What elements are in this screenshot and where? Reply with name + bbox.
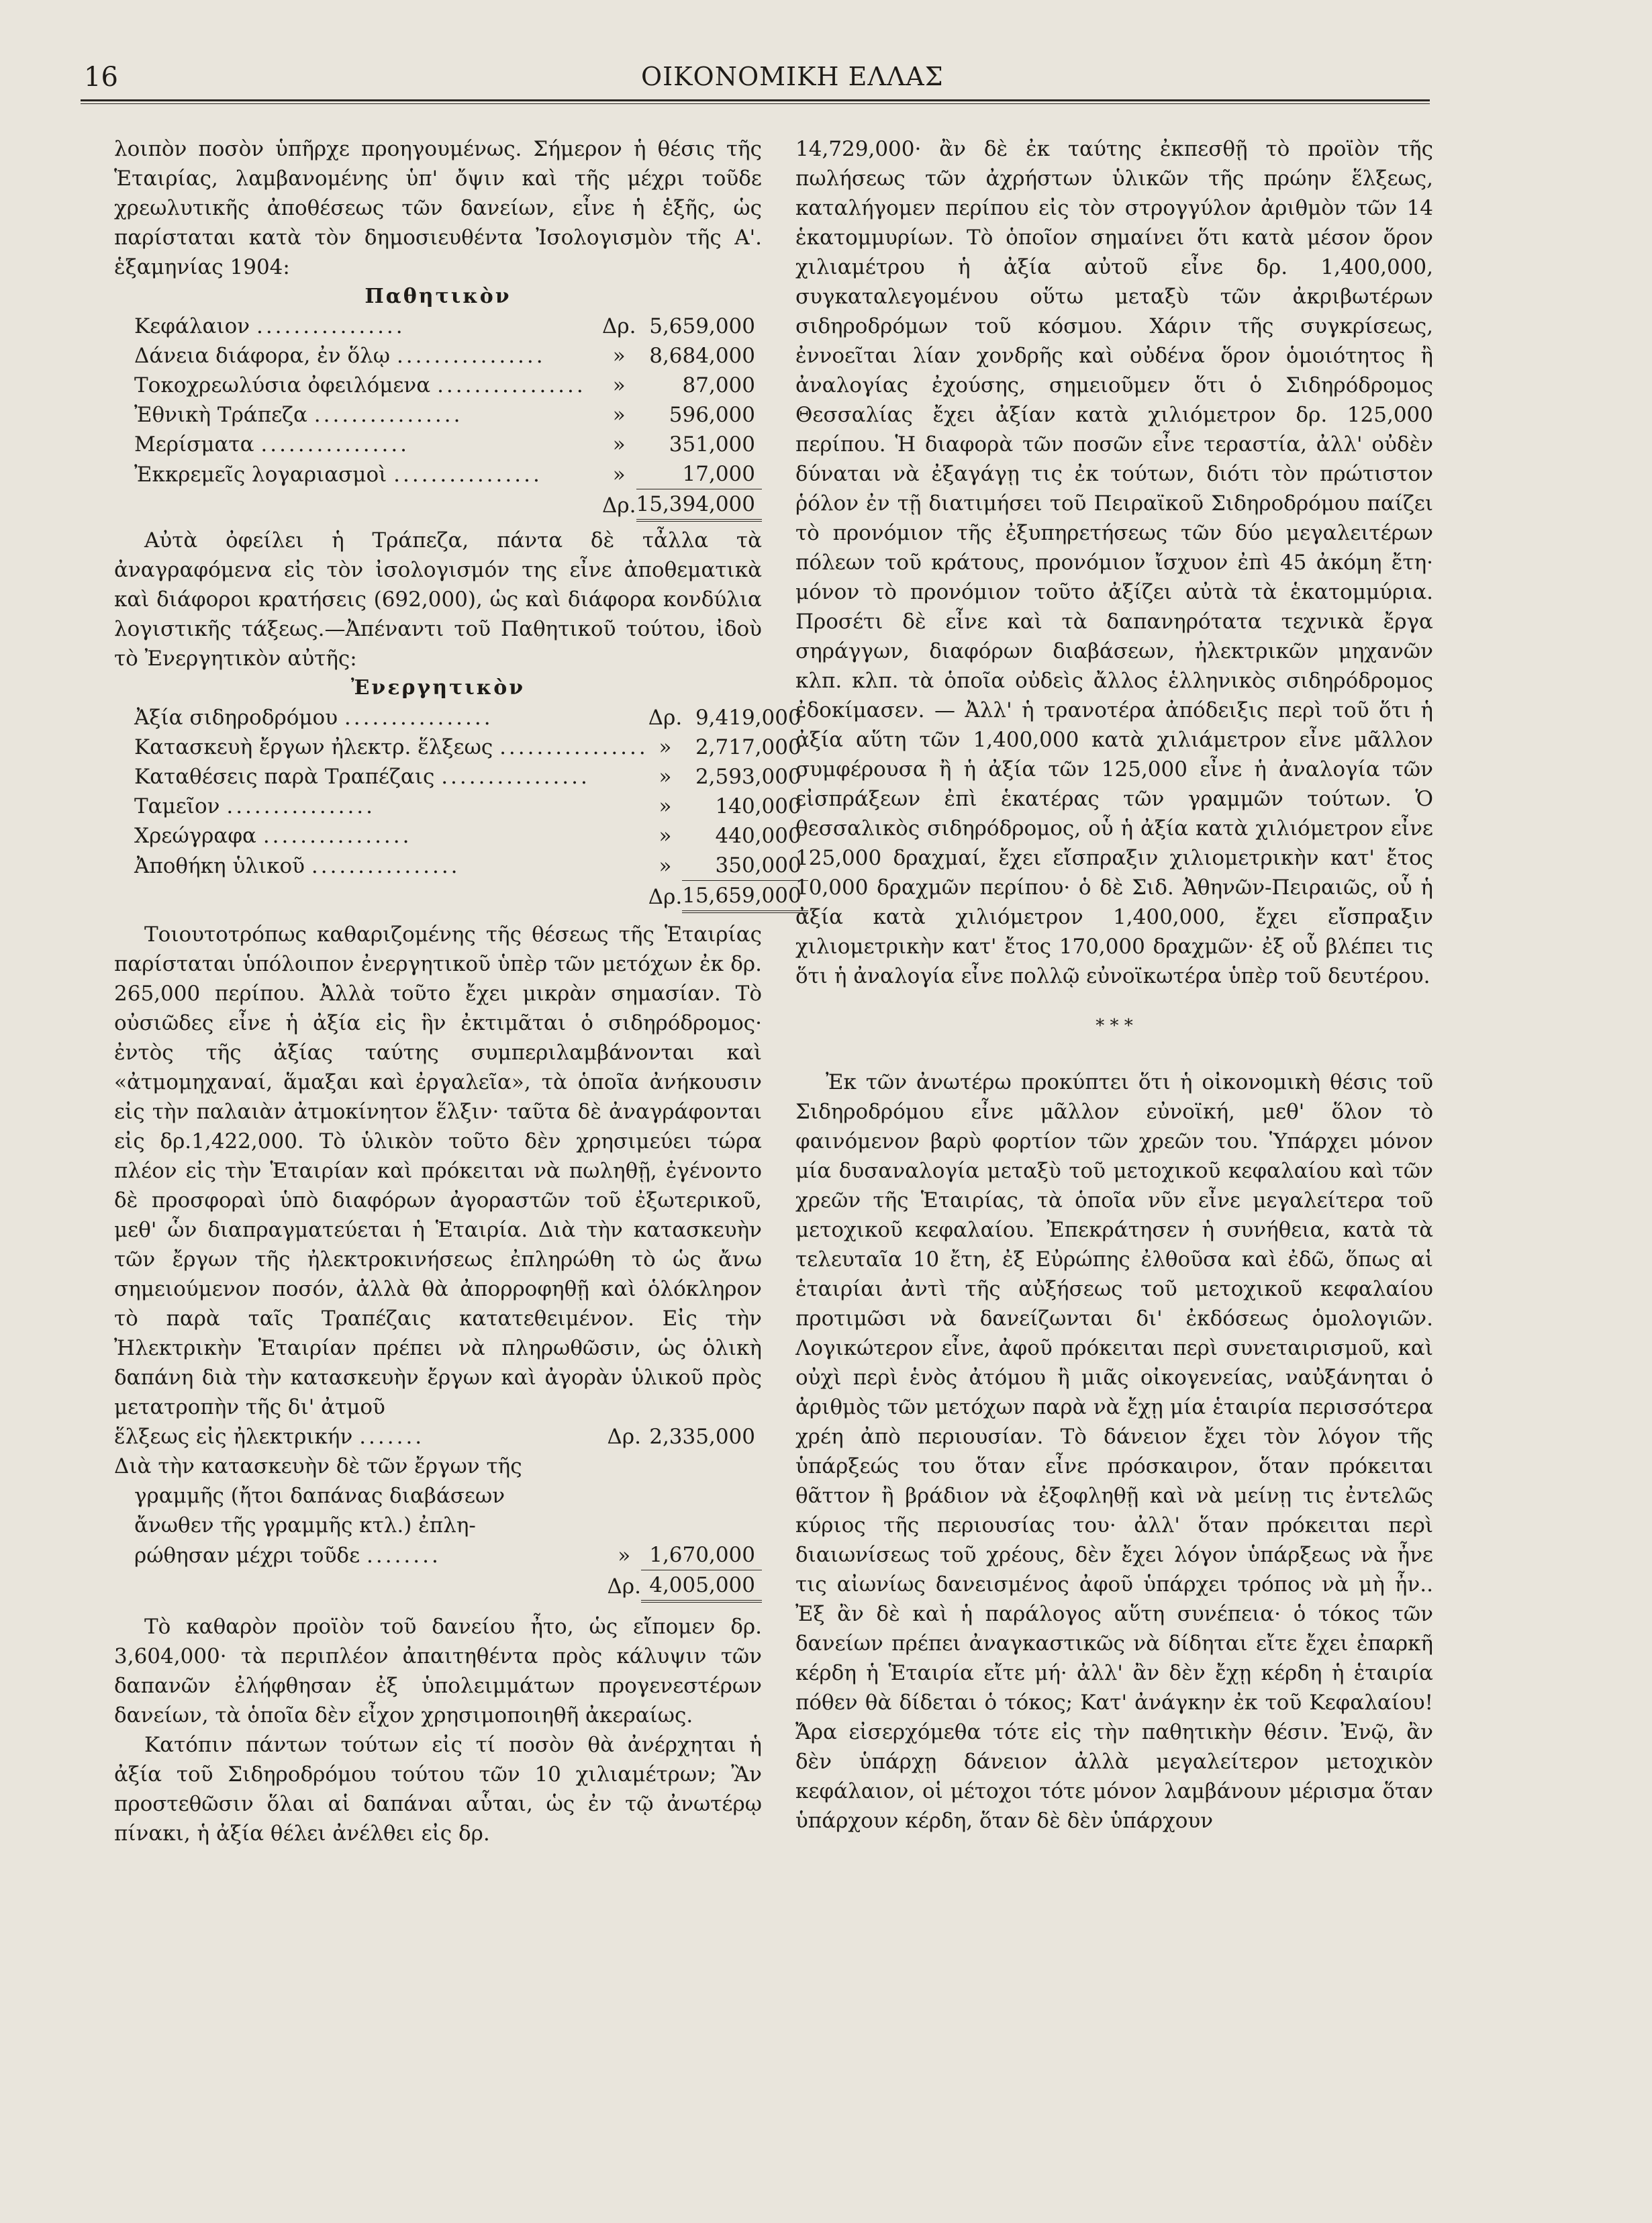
account-amount: 17,000: [682, 462, 755, 486]
account-amount: 2,593,000: [695, 765, 801, 789]
account-currency: »: [612, 432, 626, 457]
calc-label: γραμμῆς (ἤτοι δαπάνας διαβάσεων: [134, 1484, 505, 1508]
account-row: [114, 459, 762, 489]
account-row: [114, 400, 762, 430]
total-currency: Δρ.: [648, 885, 683, 909]
calc-amount: 2,335,000: [649, 1425, 755, 1449]
total-amount: 15,659,000: [682, 881, 808, 912]
section-separator-stars: * * *: [1096, 1016, 1133, 1036]
calc-currency: Δρ.: [607, 1425, 641, 1449]
account-label: Δάνεια διάφορα, ἐν ὅλῳ: [134, 344, 391, 368]
calc-label: ἕλξεως εἰς ἠλεκτρικήν: [114, 1425, 353, 1449]
account-label: Καταθέσεις παρὰ Τραπέζαις: [134, 765, 435, 789]
assets-table: [114, 703, 808, 913]
account-amount: 9,419,000: [695, 706, 801, 730]
calc-label: Διὰ τὴν κατασκευὴν δὲ τῶν ἔργων τῆς: [114, 1454, 522, 1478]
page-number: 16: [84, 62, 118, 93]
account-row: [114, 312, 762, 341]
calc-amount: 1,670,000: [649, 1543, 755, 1567]
leader-dots: ................: [441, 765, 590, 789]
account-amount: 596,000: [669, 403, 755, 427]
account-amount: 2,717,000: [695, 735, 801, 759]
calc-total-row: [114, 1570, 762, 1602]
calc-table: [114, 1422, 762, 1603]
account-label: Χρεώγραφα: [134, 824, 256, 848]
leader-dots: ................: [226, 794, 376, 818]
left-column: [114, 134, 801, 1848]
running-title: ΟΙΚΟΝΟΜΙΚΗ ΕΛΛΑΣ: [641, 62, 944, 91]
header-rule-thin: [81, 103, 1430, 104]
right-paragraph-1: 14,729,000· ἂν δὲ ἐκ ταύτης ἐκπεσθῇ τὸ προϊὸν τῆς πωλήσεως τῶν ἀχρήστων ὑλικῶν τῆς πρώην ἕλξεως, καταλήγομεν περίπου εἰς τὸν στρογγύλον ἀριθμὸν τῶν 14 ἑκατομμυρίων. Τὸ ὁποῖον σημαίνει ὅτι κατὰ μέσον ὅρον χιλιαμέτρου ἡ ἀξία αὐτοῦ εἶνε δρ. 1,400,000, συγκαταλεγομένου οὕτω μεταξὺ τῶν ἀκριβωτέρων σιδηροδρόμων τοῦ κόσμου. Χάριν τῆς συγκρίσεως, ἐννοεῖται λίαν χονδρῆς καὶ οὐδένα ὅρον ὁμοιότητος ἢ ἀναλογίας ἐχούσης, σημειοῦμεν ὅτι ὁ Σιδηρόδρομος Θεσσαλίας ἔχει ἀξίαν κατὰ χιλιόμετρον δρ. 125,000 περίπου. Ἡ διαφορὰ τῶν ποσῶν εἶνε τεραστία, ἀλλ' οὐδὲν δύναται νὰ ἐξαγάγῃ τις ἐκ τούτων, διότι τὸν πρώτιστον ῥόλον ἐν τῇ διατιμήσει τοῦ Πειραϊκοῦ Σιδηροδρόμου παίζει τὸ προνόμιον τῆς ἐξυπηρετήσεως τῶν δύο μεγαλειτέρων πόλεων τοῦ κράτους, προνόμιον ἴσχυον ἐπὶ 45 ἀκόμη ἔτη· μόνον τὸ προνόμιον τοῦτο ἀξίζει αὐτὰ τὰ ἑκατομμύρια. Προσέτι δὲ εἶνε καὶ τὰ δαπανηρότατα τεχνικὰ ἔργα σηράγγων, διαφόρων διαβάσεων, ἠλεκτρικῶν μηχανῶν κλπ. κλπ. τὰ ὁποῖα οὐδεὶς ἄλλος ἑλληνικὸς σιδηρόδρομος ἐδοκίμασεν. — Ἀλλ' ἡ τρανοτέρα ἀπόδειξις περὶ τοῦ ὅτι ἡ ἀξία αὕτη τῶν 1,400,000 κατὰ χιλιάμετρον εἶνε μᾶλλον συμφέρουσα ἢ ἡ ἀξία τῶν 125,000 εἶνε ἡ ἀναλογία τῶν εἰσπράξεων ἐπὶ ἑκατέρας τῶν γραμμῶν τούτων. Ὁ θεσσαλικὸς σιδηρόδρομος, οὗ ἡ ἀξία κατὰ χιλιόμετρον εἶνε 125,000 δραχμαί, ἔχει εἴσπραξιν χιλιομετρικὴν κατ' ἔτος 10,000 δραχμῶν περίπου· ὁ δὲ Σιδ. Ἀθηνῶν-Πειραιῶς, οὗ ἡ ἀξία κατὰ χιλιόμετρον 1,400,000, ἔχει εἴσπραξιν χιλιομετρικὴν κατ' ἔτος 170,000 δραχμῶν· ἐξ οὗ βλέπει τις ὅτι ἡ ἀναλογία εἶνε πολλῷ εὐνοϊκωτέρα ὑπὲρ τοῦ δευτέρου.: [795, 137, 1433, 988]
right-column: [795, 134, 1433, 1836]
calc-row: ρώθησαν μέχρι τοῦδε ........ » 1,670,000: [114, 1540, 762, 1570]
account-currency: »: [659, 853, 672, 878]
account-amount: 87,000: [682, 373, 755, 397]
calc-currency: »: [618, 1543, 631, 1568]
account-currency: »: [659, 794, 672, 818]
account-currency: »: [612, 403, 626, 427]
leader-dots: ................: [313, 403, 463, 427]
body-paragraph-1: Τοιουτοτρόπως καθαριζομένης τῆς θέσεως τῆς Ἑταιρίας παρίσταται ὑπόλοιπον ἐνεργητικοῦ ὑπὲρ τῶν μετόχων ἐκ δρ. 265,000 περίπου. Ἀλλὰ τοῦτο ἔχει μικρὰν σημασίαν. Τὸ οὐσιῶδες εἶνε ἡ ἀξία εἰς ἣν ἐκτιμᾶται ὁ σιδηρόδρομος· ἐντὸς τῆς ἀξίας ταύτης συμπεριλαμβάνονται καὶ «ἀτμομηχαναί, ἅμαξαι καὶ ἐργαλεῖα», τὰ ὁποῖα ἀνήκουσιν εἰς τὴν παλαιὰν ἀτμοκίνητον ἕλξιν· ταῦτα δὲ ἀναγράφονται εἰς δρ.1,422,000. Τὸ ὑλικὸν τοῦτο δὲν χρησιμεύει τώρα πλέον εἰς τὴν Ἑταιρίαν καὶ πρόκειται νὰ πωληθῇ, ἐγένοντο δὲ προσφοραὶ ὑπὸ διαφόρων ἀγοραστῶν τοῦ ἐξωτερικοῦ, μεθ' ὧν διαπραγματεύεται ἡ Ἑταιρία. Διὰ τὴν κατασκευὴν τῶν ἔργων τῆς ἠλεκτροκινήσεως ἐπληρώθη τὸ ὡς ἄνω σημειούμενον ποσόν, ἀλλὰ θὰ ἀπορροφηθῇ καὶ ὁλόκληρον τὸ παρὰ ταῖς Τραπέζαις κατατεθειμένον. Εἰς τὴν Ἠλεκτρικὴν Ἑταιρίαν πρέπει νὰ πληρωθῶσιν, ὡς ὁλικὴ δαπάνη διὰ τὴν κατασκευὴν ἔργων καὶ ἀγορὰν ὑλικοῦ πρὸς μετατροπὴν τῆς δι' ἀτμοῦ: [114, 923, 762, 1419]
account-row: [114, 341, 762, 371]
leader-dots: ................: [499, 735, 648, 759]
body-paragraph-3: Κατόπιν πάντων τούτων εἰς τί ποσὸν θὰ ἀνέρχηται ἡ ἀξία τοῦ Σιδηροδρόμου τούτου τῶν 10 χιλιαμέτρων; Ἂν προστεθῶσιν ὅλαι αἱ δαπάναι αὗται, ὡς ἐν τῷ ἀνωτέρῳ πίνακι, ἡ ἀξία θέλει ἀνέλθει εἰς δρ.: [114, 1733, 762, 1846]
calc-label: ρώθησαν μέχρι τοῦδε: [134, 1543, 360, 1568]
leader-dots: ................: [393, 462, 542, 487]
account-label: Ταμεῖον: [134, 794, 220, 818]
account-currency: Δρ.: [602, 314, 636, 338]
account-row: [114, 430, 762, 459]
account-label: Ἀποθήκη ὑλικοῦ: [134, 853, 305, 878]
account-currency: Δρ.: [648, 706, 683, 730]
account-currency: »: [612, 373, 626, 397]
calc-row: ἕλξεως εἰς ἠλεκτρικήν ....... Δρ. 2,335,000: [114, 1422, 762, 1452]
header-rule: [81, 99, 1430, 101]
account-amount: 351,000: [669, 432, 755, 457]
assets-total-row: [114, 881, 808, 912]
account-row: [114, 792, 808, 821]
mid-paragraph: Αὐτὰ ὀφείλει ἡ Τράπεζα, πάντα δὲ τἆλλα τὰ ἀναγραφόμενα εἰς τὸν ἰσολογισμόν της εἶνε ἀποθεματικὰ καὶ διάφοροι κρατήσεις (692,000), ὡς καὶ διάφορα κονδύλια λογιστικῆς τάξεως.—Ἀπέναντι τοῦ Παθητικοῦ τούτου, ἰδοὺ τὸ Ἐνεργητικὸν αὐτῆς:: [114, 528, 762, 671]
account-currency: »: [659, 765, 672, 789]
leader-dots: ................: [256, 314, 405, 338]
account-row: [114, 851, 808, 881]
calc-label: ἄνωθεν τῆς γραμμῆς κτλ.) ἐπλη-: [134, 1513, 476, 1538]
right-paragraph-2: Ἐκ τῶν ἀνωτέρω προκύπτει ὅτι ἡ οἰκονομικὴ θέσις τοῦ Σιδηροδρόμου εἶνε μᾶλλον εὐνοϊκή, μεθ' ὅλον τὸ φαινόμενον βαρὺ φορτίον τῶν χρεῶν του. Ὑπάρχει μόνον μία δυσαναλογία μεταξὺ τοῦ μετοχικοῦ κεφαλαίου καὶ τῶν χρεῶν τῆς Ἑταιρίας, τὰ ὁποῖα νῦν εἶνε μεγαλείτερα τοῦ μετοχικοῦ κεφαλαίου. Ἐπεκράτησεν ἡ συνήθεια, κατὰ τὰ τελευταῖα 10 ἔτη, ἐξ Εὐρώπης ἐλθοῦσα καὶ ἐδῶ, ὅπως αἱ ἑταιρίαι ἀντὶ τῆς αὐξήσεως τοῦ μετοχικοῦ κεφαλαίου προτιμῶσι νὰ δανείζωνται δι' ἐκδόσεως ὁμολογιῶν. Λογικώτερον εἶνε, ἀφοῦ πρόκειται περὶ συνεταιρισμοῦ, καὶ οὐχὶ περὶ ἑνὸς ἀτόμου ἢ μιᾶς οἰκογενείας, ναὐξάνηται ὁ ἀριθμὸς τῶν μετόχων παρὰ νὰ ἔχῃ μία ἑταιρία περισσότερα χρέη ἀπὸ περιουσίαν. Τὸ δάνειον ἔχει τὸν λόγον τῆς ὑπάρξεώς του ὅταν εἶνε πρόσκαιρον, ὅταν πρόκειται θᾶττον ἢ βράδιον νὰ ἐξοφληθῇ καὶ νὰ μείνῃ τις ἐντελῶς κύριος τῆς περιουσίας του· ἀλλ' ὅταν πρόκειται περὶ διαιωνίσεως τοῦ χρέους, δὲν ἔχει λόγον ὑπάρξεως νὰ ἦνε τις αἰωνίως δανεισμένος ἀφοῦ ὑπάρχει τρόπος νὰ μὴ ἦν.. Ἐξ ἂν δὲ καὶ ἡ παράλογος αὕτη συνέπεια· ὁ τόκος τῶν δανείων πρέπει ἀναγκαστικῶς νὰ δίδηται εἴτε ἔχει ἐπαρκῆ κέρδη ἡ Ἑταιρία εἴτε μή· ἀλλ' ἂν δὲν ἔχῃ κέρδη ἡ ἑταιρία πόθεν θὰ δίδεται ὁ τόκος; Κατ' ἀνάγκην ἐκ τοῦ Κεφαλαίου! Ἄρα εἰσερχόμεθα τότε εἰς τὴν παθητικὴν θέσιν. Ἐνῷ, ἂν δὲν ὑπάρχῃ δάνειον ἀλλὰ μεγαλείτερον μετοχικὸν κεφάλαιον, οἱ μέτοχοι τότε μόνον λαμβάνουν μέρισμα ὅταν ὑπάρχουν κέρδη, ὅταν δὲ δὲν ὑπάρχουν: [795, 1070, 1433, 1833]
account-label: Μερίσματα: [134, 432, 254, 457]
account-amount: 8,684,000: [649, 344, 755, 368]
account-amount: 440,000: [715, 824, 801, 848]
account-currency: »: [659, 824, 672, 848]
account-label: Ἐθνικὴ Τράπεζα: [134, 403, 307, 427]
account-currency: »: [659, 735, 672, 759]
account-label: Ἀξία σιδηροδρόμου: [134, 706, 338, 730]
total-amount: 15,394,000: [636, 489, 763, 521]
account-label: Ἐκκρεμεῖς λογαριασμοὶ: [134, 462, 387, 487]
intro-paragraph: λοιπὸν ποσὸν ὑπῆρχε προηγουμένως. Σήμερον ἡ θέσις τῆς Ἑταιρίας, λαμβανομένης ὑπ' ὄψιν καὶ τῆς μέχρι τοῦδε χρεωλυτικῆς ἀποθέσεως τῶν δανείων, εἶνε ἡ ἑξῆς, ὡς παρίσταται κατὰ τὸν δημοσιευθέντα Ἰσολογισμὸν τῆς Α'. ἑξαμηνίας 1904:: [114, 137, 762, 279]
leader-dots: ................: [437, 373, 586, 397]
account-row: [114, 732, 808, 762]
account-label: Κεφάλαιον: [134, 314, 250, 338]
total-currency: Δρ.: [602, 493, 636, 518]
calc-row: [114, 1511, 762, 1540]
total-currency: Δρ.: [607, 1574, 641, 1599]
account-row: [114, 762, 808, 792]
calc-row: [114, 1452, 762, 1481]
liabilities-total-row: [114, 489, 762, 521]
assets-heading: Ἐνεργητικὸν: [350, 676, 526, 700]
leader-dots: ................: [344, 706, 493, 730]
account-currency: »: [612, 344, 626, 368]
calc-row: [114, 1481, 762, 1511]
leader-dots: ................: [396, 344, 546, 368]
account-amount: 350,000: [715, 853, 801, 878]
total-amount: 4,005,000: [641, 1570, 762, 1602]
account-amount: 5,659,000: [649, 314, 755, 338]
account-amount: 140,000: [715, 794, 801, 818]
body-paragraph-2: Τὸ καθαρὸν προϊὸν τοῦ δανείου ἦτο, ὡς εἴπομεν δρ. 3,604,000· τὰ περιπλέον ἀπαιτηθέντα πρὸς κάλυψιν τῶν δαπανῶν ἐλήφθησαν ἐξ ὑπολειμμάτων προγενεστέρων δανείων, τὰ ὁποῖα δὲν εἶχον χρησιμοποιηθῆ ἀκεραίως.: [114, 1615, 762, 1728]
page-header: [84, 62, 1426, 102]
liabilities-heading: Παθητικὸν: [365, 285, 512, 308]
leader-dots: ................: [262, 824, 412, 848]
account-row: [114, 821, 808, 851]
liabilities-table: [114, 312, 762, 522]
account-row: [114, 703, 808, 732]
account-label: Κατασκευὴ ἔργων ἠλεκτρ. ἕλξεως: [134, 735, 493, 759]
account-currency: »: [612, 462, 626, 487]
leader-dots: ................: [260, 432, 410, 457]
account-label: Τοκοχρεωλύσια ὀφειλόμενα: [134, 373, 431, 397]
leader-dots: ................: [311, 853, 460, 878]
account-row: [114, 371, 762, 400]
